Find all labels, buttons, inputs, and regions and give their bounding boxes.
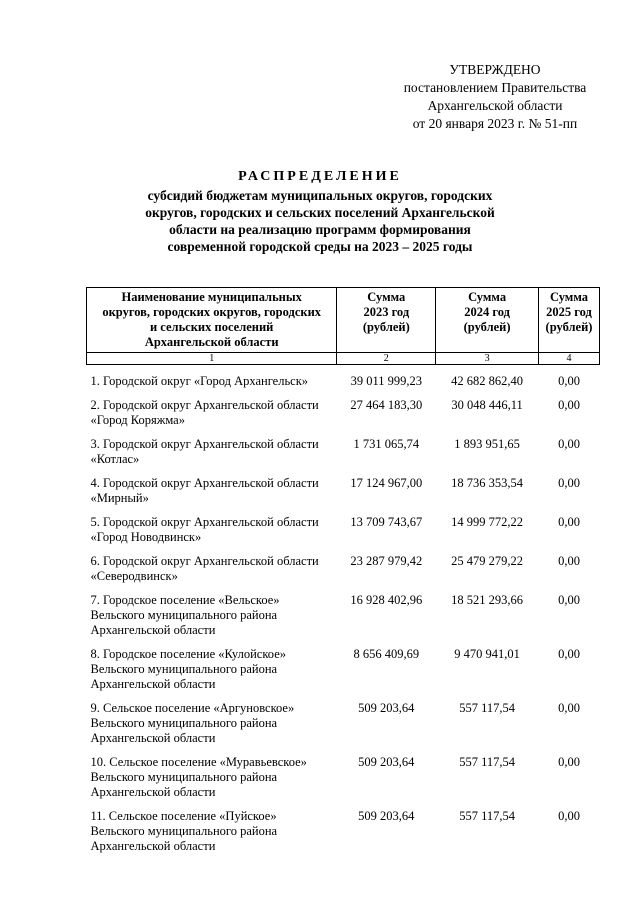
- amount-2023: 1 731 065,74: [353, 437, 420, 451]
- municipality-name-line: «Город Новодвинск»: [90, 530, 202, 544]
- municipality-name-line: 2. Городской округ Архангельской области: [90, 398, 319, 412]
- municipality-name-line: 8. Городское поселение «Кулойское»: [90, 647, 286, 661]
- document-title: [80, 168, 560, 255]
- table-row: [87, 638, 600, 692]
- municipality-name: [87, 389, 337, 428]
- header-text: и сельских поселений: [149, 320, 274, 334]
- amount-2023: 23 287 979,42: [350, 554, 423, 568]
- column-number: 1: [87, 353, 337, 365]
- municipality-name-line: 5. Городской округ Архангельской области: [90, 515, 319, 529]
- municipality-name-line: Архангельской области: [90, 785, 216, 799]
- amount-2023: 509 203,64: [358, 701, 415, 715]
- municipality-name-line: Архангельской области: [90, 623, 216, 637]
- header-text: Сумма: [468, 290, 507, 304]
- header-text: Сумма: [367, 290, 406, 304]
- title-line: области на реализацию программ формирования: [169, 222, 471, 237]
- column-number: 3: [436, 353, 539, 365]
- title-line: современной городской среды на 2023 – 2025 годы: [167, 239, 473, 254]
- municipality-name-line: Вельского муниципального района: [90, 770, 278, 784]
- table-row: [87, 506, 600, 545]
- header-text: округов, городских округов, городских: [102, 305, 322, 319]
- municipality-name-line: Вельского муниципального района: [90, 608, 278, 622]
- header-text: 2024 год: [464, 305, 510, 319]
- column-number: 4: [539, 353, 600, 365]
- amount-2025: 0,00: [558, 398, 580, 412]
- amount-2025: 0,00: [558, 701, 580, 715]
- header-text: (рублей): [463, 320, 511, 334]
- amount-2025: 0,00: [558, 515, 580, 529]
- header-text: Сумма: [550, 290, 588, 304]
- amount-2023: 39 011 999,23: [350, 374, 422, 388]
- municipality-name: [87, 584, 337, 638]
- table-row: [87, 800, 600, 854]
- municipality-name-line: 4. Городской округ Архангельской области: [90, 476, 319, 490]
- table-row: [87, 584, 600, 638]
- municipality-name-line: Архангельской области: [90, 677, 216, 691]
- amount-2025: 0,00: [558, 476, 580, 490]
- approval-heading: УТВЕРЖДЕНО: [449, 62, 541, 77]
- table-row: [87, 428, 600, 467]
- table-body: [87, 365, 600, 855]
- amount-2024: 42 682 862,40: [451, 374, 524, 388]
- header-text: Архангельской области: [144, 335, 279, 349]
- amount-2024: 9 470 941,01: [454, 647, 520, 661]
- amount-2024: 18 521 293,66: [451, 593, 524, 607]
- municipality-name-line: 1. Городской округ «Город Архангельск»: [90, 374, 309, 388]
- municipality-name-line: Вельского муниципального района: [90, 716, 278, 730]
- header-text: (рублей): [545, 320, 593, 334]
- distribution-table: [86, 287, 600, 854]
- municipality-name: [87, 428, 337, 467]
- municipality-name-line: 7. Городское поселение «Вельское»: [90, 593, 280, 607]
- amount-2025: 0,00: [558, 647, 580, 661]
- municipality-name-line: 10. Сельское поселение «Муравьевское»: [90, 755, 307, 769]
- header-2025: [539, 288, 600, 353]
- amount-2023: 509 203,64: [358, 809, 415, 823]
- amount-2023: 16 928 402,96: [350, 593, 423, 607]
- municipality-name: [87, 692, 337, 746]
- municipality-name-line: «Город Коряжма»: [90, 413, 185, 427]
- amount-2023: 8 656 409,69: [353, 647, 420, 661]
- table-row: [87, 365, 600, 390]
- municipality-name-line: «Котлас»: [90, 452, 140, 466]
- municipality-name: [87, 365, 337, 390]
- amount-2025: 0,00: [558, 809, 580, 823]
- title-line: субсидий бюджетам муниципальных округов, городских: [147, 188, 493, 203]
- amount-2024: 557 117,54: [459, 755, 515, 769]
- amount-2025: 0,00: [558, 554, 580, 568]
- municipality-name-line: Архангельской области: [90, 839, 216, 853]
- header-name: [87, 288, 337, 353]
- municipality-name-line: Вельского муниципального района: [90, 662, 278, 676]
- amount-2024: 30 048 446,11: [451, 398, 523, 412]
- amount-2023: 17 124 967,00: [350, 476, 423, 490]
- municipality-name: [87, 467, 337, 506]
- amount-2025: 0,00: [558, 374, 580, 388]
- table-row: [87, 545, 600, 584]
- table-row: [87, 389, 600, 428]
- municipality-name: [87, 545, 337, 584]
- municipality-name-line: «Мирный»: [90, 491, 149, 505]
- municipality-name: [87, 506, 337, 545]
- header-text: 2023 год: [363, 305, 410, 319]
- header-text: 2025 год: [546, 305, 592, 319]
- municipality-name-line: 3. Городской округ Архангельской области: [90, 437, 319, 451]
- municipality-name-line: 11. Сельское поселение «Пуйское»: [90, 809, 277, 823]
- table-row: [87, 746, 600, 800]
- header-text: Наименование муниципальных: [121, 290, 302, 304]
- amount-2024: 25 479 279,22: [451, 554, 524, 568]
- amount-2024: 1 893 951,65: [454, 437, 520, 451]
- approval-date-line: от 20 января 2023 г. № 51-пп: [412, 116, 578, 131]
- header-text: (рублей): [362, 320, 410, 334]
- table-row: [87, 467, 600, 506]
- header-2023: [337, 288, 436, 353]
- approval-decree-line: постановлением Правительства: [403, 80, 587, 95]
- amount-2023: 27 464 183,30: [350, 398, 423, 412]
- municipality-name: [87, 638, 337, 692]
- column-number-row: [87, 353, 600, 365]
- amount-2023: 509 203,64: [358, 755, 415, 769]
- amount-2024: 557 117,54: [459, 809, 515, 823]
- amount-2024: 18 736 353,54: [451, 476, 524, 490]
- municipality-name-line: Архангельской области: [90, 731, 216, 745]
- column-number: 2: [337, 353, 436, 365]
- amount-2025: 0,00: [558, 755, 580, 769]
- municipality-name: [87, 800, 337, 854]
- header-2024: [436, 288, 539, 353]
- table-row: [87, 692, 600, 746]
- approval-region-line: Архангельской области: [427, 98, 563, 113]
- title-main: РАСПРЕДЕЛЕНИЕ: [238, 169, 402, 184]
- table-header-row: [87, 288, 600, 353]
- amount-2025: 0,00: [558, 437, 580, 451]
- municipality-name-line: 6. Городской округ Архангельской области: [90, 554, 319, 568]
- title-line: округов, городских и сельских поселений Архангельской: [145, 205, 495, 220]
- municipality-name-line: «Северодвинск»: [90, 569, 178, 583]
- approval-stamp: [380, 61, 610, 133]
- amount-2025: 0,00: [558, 593, 580, 607]
- municipality-name: [87, 746, 337, 800]
- municipality-name-line: 9. Сельское поселение «Аргуновское»: [90, 701, 295, 715]
- amount-2024: 14 999 772,22: [451, 515, 524, 529]
- amount-2023: 13 709 743,67: [350, 515, 423, 529]
- amount-2024: 557 117,54: [459, 701, 515, 715]
- municipality-name-line: Вельского муниципального района: [90, 824, 278, 838]
